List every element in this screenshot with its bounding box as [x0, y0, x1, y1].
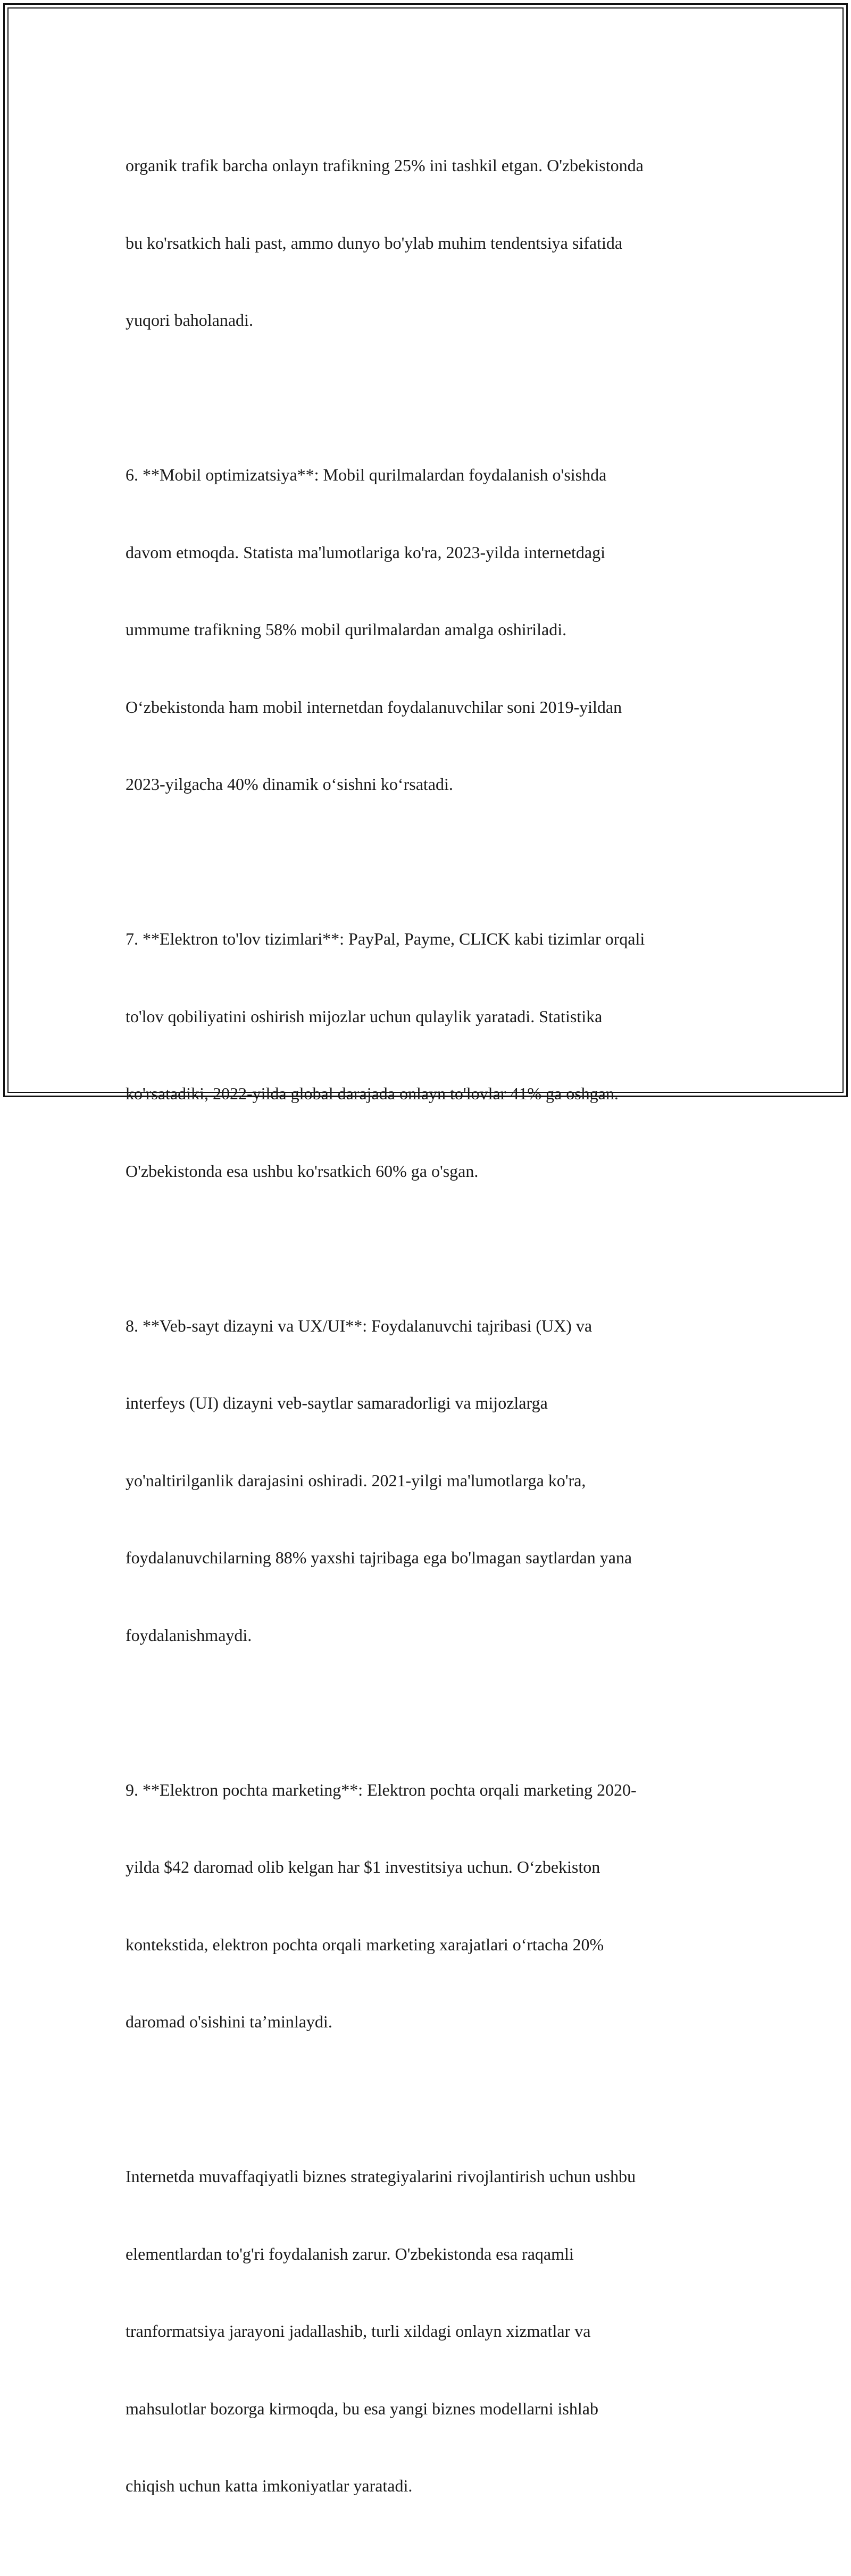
paragraph-email-marketing	[126, 1725, 732, 2086]
text-line: yilda $42 daromad olib kelgan har $1 investitsiya uchun. O‘zbekiston	[126, 1857, 600, 1876]
text-line: 2023-yilgacha 40% dinamik o‘sishni ko‘rsatadi.	[126, 775, 453, 794]
text-line: O'zbekistonda esa ushbu ko'rsatkich 60% ga o'sgan.	[126, 1161, 479, 1181]
document-body	[126, 101, 732, 2576]
text-line: mahsulotlar bozorga kirmoqda, bu esa yangi biznes modellarni ishlab	[126, 2398, 598, 2418]
text-line: chiqish uchun katta imkoniyatlar yaratadi.	[126, 2476, 413, 2495]
text-line: 7. **Elektron to'lov tizimlari**: PayPal, Payme, CLICK kabi tizimlar orqali	[126, 929, 645, 948]
paragraph-conclusion	[126, 2112, 732, 2550]
text-line: 9. **Elektron pochta marketing**: Elektron pochta orqali marketing 2020-	[126, 1780, 637, 1799]
text-line: foydalanuvchilarning 88% yaxshi tajribaga ega bo'lmagan saytlardan yana	[126, 1548, 632, 1567]
text-line: interfeys (UI) dizayni veb-saytlar samaradorligi va mijozlarga	[126, 1393, 548, 1412]
text-line: to'lov qobiliyatini oshirish mijozlar uchun qulaylik yaratadi. Statistika	[126, 1006, 603, 1026]
text-line: elementlardan to'g'ri foydalanish zarur. O'zbekistonda esa raqamli	[126, 2244, 574, 2263]
text-line: bu ko'rsatkich hali past, ammo dunyo bo'ylab muhim tendentsiya sifatida	[126, 233, 623, 252]
text-line: organik trafik barcha onlayn trafikning 25% ini tashkil etgan. O'zbekistonda	[126, 156, 644, 175]
text-line: 8. **Veb-sayt dizayni va UX/UI**: Foydalanuvchi tajribasi (UX) va	[126, 1316, 593, 1335]
text-line: daromad o'sishini ta’minlaydi.	[126, 2012, 332, 2031]
text-line: foydalanishmaydi.	[126, 1625, 252, 1645]
text-line: Internetda muvaffaqiyatli biznes strategiyalarini rivojlantirish uchun ushbu	[126, 2167, 636, 2186]
text-line: yo'naltirilganlik darajasini oshiradi. 2021-yilgi ma'lumotlarga ko'ra,	[126, 1470, 586, 1490]
text-line: 6. **Mobil optimizatsiya**: Mobil qurilmalardan foydalanish o'sishda	[126, 465, 607, 484]
paragraph-payment-systems	[126, 874, 732, 1235]
paragraph-web-design-ux	[126, 1261, 732, 1700]
text-line: O‘zbekistonda ham mobil internetdan foydalanuvchilar soni 2019-yildan	[126, 697, 622, 717]
text-line: kontekstida, elektron pochta orqali marketing xarajatlari o‘rtacha 20%	[126, 1934, 604, 1954]
text-line: tranformatsiya jarayoni jadallashib, turli xildagi onlayn xizmatlar va	[126, 2321, 591, 2341]
text-line: ummume trafikning 58% mobil qurilmalardan amalga oshiriladi.	[126, 620, 567, 639]
text-line: ko'rsatadiki, 2022-yilda global darajada onlayn to'lovlar 41% ga oshgan.	[126, 1084, 619, 1103]
paragraph-organic-traffic	[126, 101, 732, 385]
paragraph-mobile-optimization	[126, 410, 732, 849]
text-line: davom etmoqda. Statista ma'lumotlariga ko'ra, 2023-yilda internetdagi	[126, 542, 605, 562]
text-line: yuqori baholanadi.	[126, 310, 253, 330]
